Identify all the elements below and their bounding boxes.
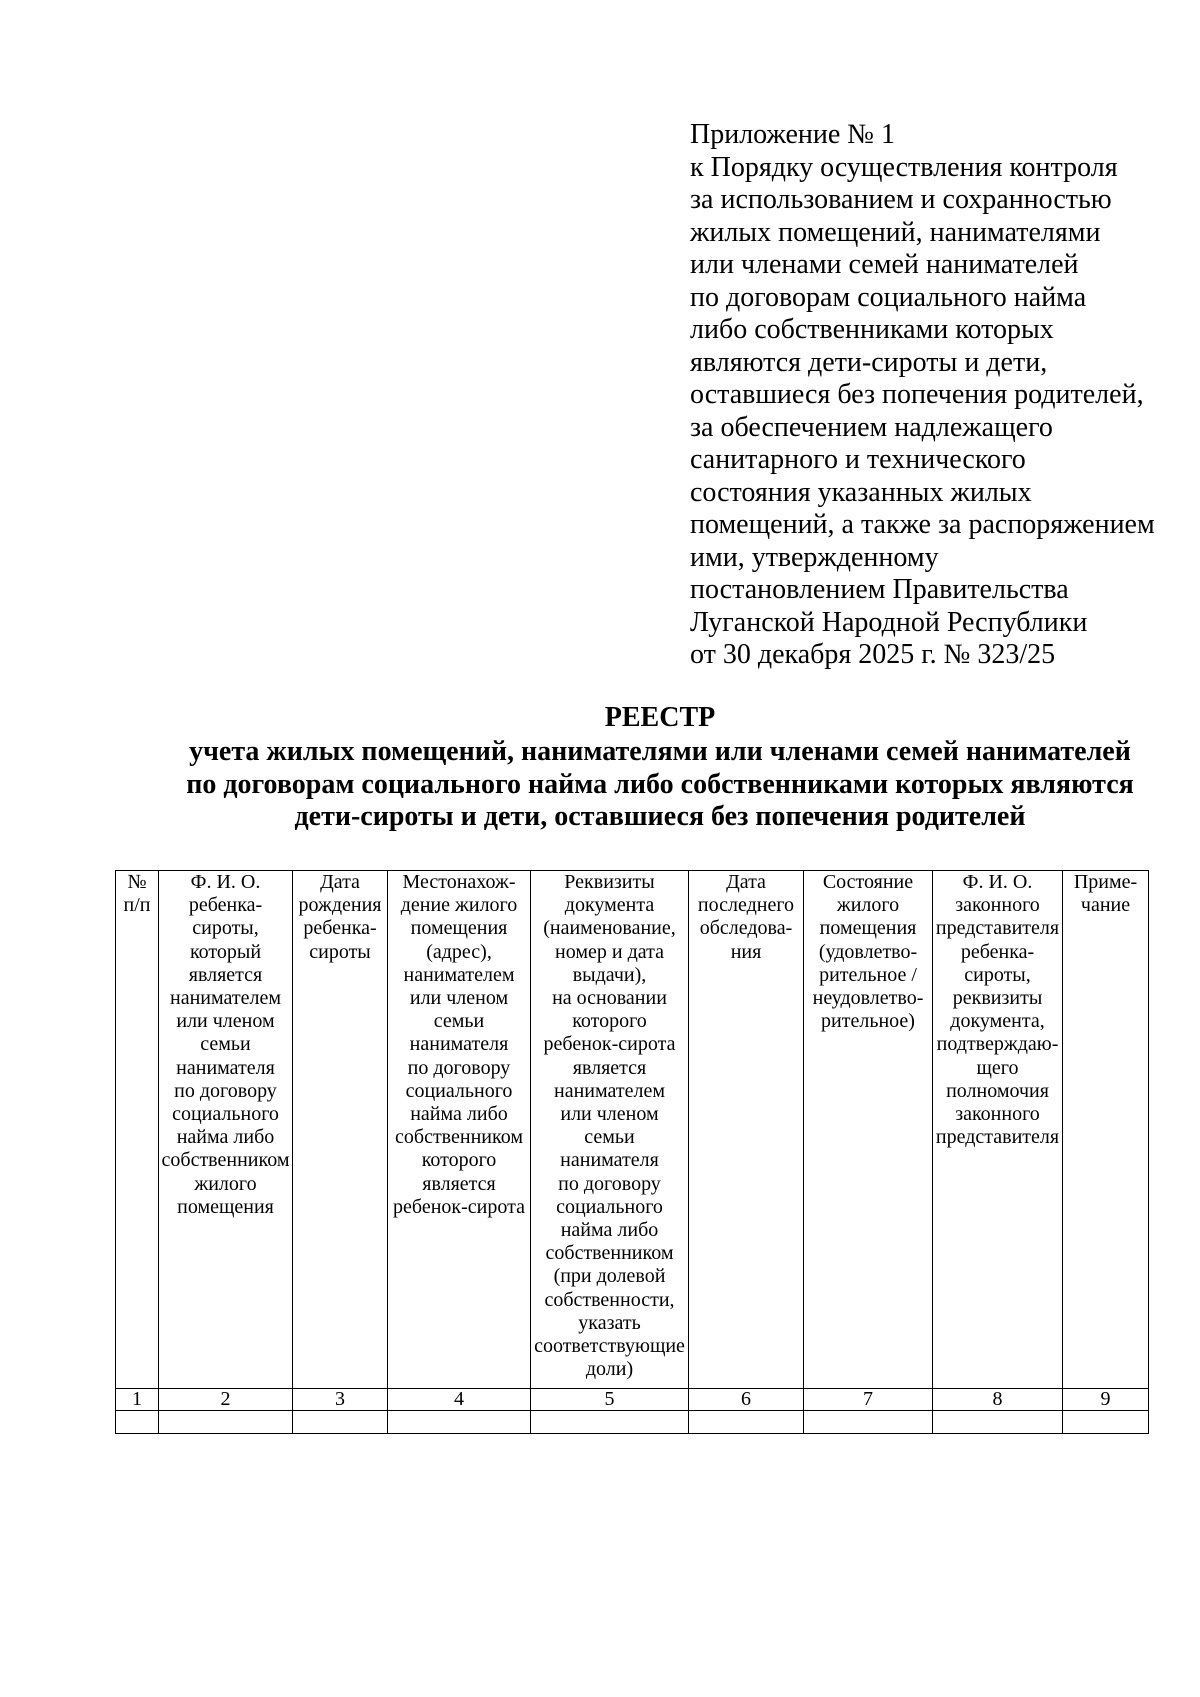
appendix-line: являются дети-сироты и дети, [690, 346, 1048, 378]
empty-row [116, 1411, 1149, 1434]
header-cell-condition: Состояние жилого помещения (удовлетво- рительное / неудовлетво- рительное) [804, 871, 933, 1389]
column-number-cell: 5 [531, 1389, 689, 1411]
header-cell-inspection-date: Дата последнего обследова- ния [689, 871, 804, 1389]
column-number-cell: 8 [933, 1389, 1063, 1411]
header-cell-location: Местонахож- дение жилого помещения (адрес), нанимателем или членом семьи нанимателя по договору социального найма либо собственником которого является ребенок-сирота [388, 871, 531, 1389]
subtitle-line: по договорам социального найма либо собственниками которых являются [186, 768, 1134, 800]
header-cell-number: № п/п [116, 871, 159, 1389]
empty-cell [531, 1411, 689, 1434]
header-cell-birth-date: Дата рождения ребенка- сироты [293, 871, 388, 1389]
appendix-line: по договорам социального найма [690, 281, 1087, 313]
empty-cell [804, 1411, 933, 1434]
appendix-line: состояния указанных жилых [690, 476, 1032, 508]
appendix-line: Приложение № 1 [690, 119, 895, 150]
appendix-line: жилых помещений, нанимателями [690, 216, 1101, 248]
column-number-cell: 3 [293, 1389, 388, 1411]
column-number-cell: 9 [1063, 1389, 1149, 1411]
appendix-line: ими, утвержденному [690, 541, 939, 573]
empty-cell [293, 1411, 388, 1434]
appendix-line: постановлением Правительства [690, 574, 1069, 605]
appendix-line: от 30 декабря 2025 г. № 323/25 [690, 639, 1056, 670]
column-number-cell: 4 [388, 1389, 531, 1411]
column-number-cell: 7 [804, 1389, 933, 1411]
registry-subtitle [140, 736, 1180, 834]
column-number-cell: 1 [116, 1389, 159, 1411]
empty-cell [116, 1411, 159, 1434]
appendix-line: к Порядку осуществления контроля [690, 151, 1118, 183]
column-number-row [116, 1389, 1149, 1411]
appendix-line: за обеспечением надлежащего [690, 411, 1053, 443]
header-row [116, 871, 1149, 1389]
header-cell-note: Приме- чание [1063, 871, 1149, 1389]
appendix-block [690, 119, 1155, 672]
appendix-line: либо собственниками которых [690, 314, 1054, 345]
empty-cell [1063, 1411, 1149, 1434]
registry-table [115, 870, 1149, 1434]
header-cell-child-name: Ф. И. О. ребенка- сироты, который является нанимателем или членом семьи нанимателя по договору социального найма либо собственником жилого помещения [159, 871, 293, 1389]
header-cell-document-details: Реквизиты документа (наименование, номер и дата выдачи), на основании которого ребенок-сирота является нанимателем или членом семьи нанимателя по договору социального найма либо собственником (при долевой собственности, указать соответствующие доли) [531, 871, 689, 1389]
appendix-line: за использованием и сохранностью [690, 184, 1112, 215]
registry-title: РЕЕСТР [604, 702, 716, 733]
subtitle-line: дети-сироты и дети, оставшиеся без попечения родителей [294, 801, 1026, 832]
appendix-line: Луганской Народной Республики [690, 606, 1088, 638]
empty-cell [159, 1411, 293, 1434]
header-cell-representative: Ф. И. О. законного представителя ребенка- сироты, реквизиты документа, подтверждаю- щего полномочия законного представителя [933, 871, 1063, 1389]
appendix-line: оставшиеся без попечения родителей, [690, 379, 1144, 410]
appendix-line: помещений, а также за распоряжением [690, 509, 1155, 540]
empty-cell [933, 1411, 1063, 1434]
appendix-line: или членами семей нанимателей [690, 249, 1079, 280]
empty-cell [388, 1411, 531, 1434]
empty-cell [689, 1411, 804, 1434]
subtitle-line: учета жилых помещений, нанимателями или членами семей нанимателей [189, 736, 1131, 767]
column-number-cell: 2 [159, 1389, 293, 1411]
column-number-cell: 6 [689, 1389, 804, 1411]
appendix-line: санитарного и технического [690, 444, 1026, 475]
